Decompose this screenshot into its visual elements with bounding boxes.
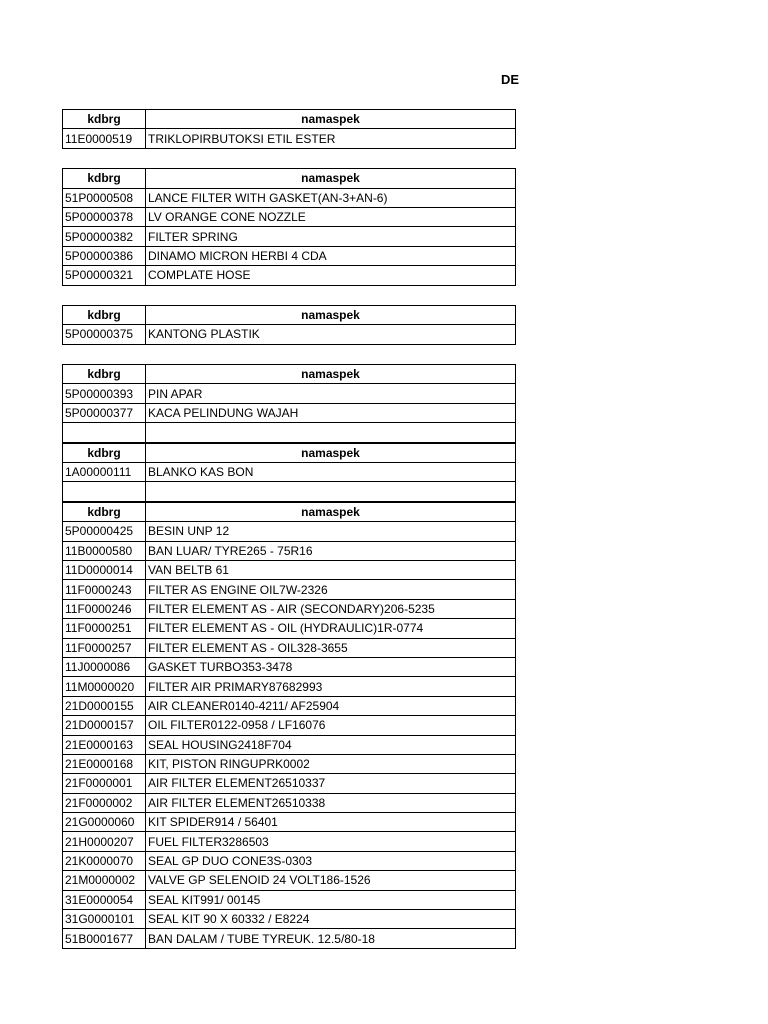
cell-namaspek: BAN DALAM / TUBE TYREUK. 12.5/80-18 (146, 929, 516, 948)
column-header-kdbrg: kdbrg (63, 169, 146, 188)
cell-namaspek: FILTER ELEMENT AS - OIL (HYDRAULIC)1R-0774 (146, 619, 516, 638)
empty-row (63, 482, 516, 501)
cell-namaspek: LANCE FILTER WITH GASKET(AN-3+AN-6) (146, 188, 516, 207)
cell-kdbrg: 21H0000207 (63, 832, 146, 851)
cell-kdbrg: 21K0000070 (63, 851, 146, 870)
cell-namaspek: VALVE GP SELENOID 24 VOLT186-1526 (146, 871, 516, 890)
cell-kdbrg: 51B0001677 (63, 929, 146, 948)
column-header-kdbrg: kdbrg (63, 365, 146, 384)
column-header-namaspek: namaspek (146, 305, 516, 324)
cell-namaspek: TRIKLOPIRBUTOKSI ETIL ESTER (146, 129, 516, 148)
table-row (63, 832, 516, 851)
cell-namaspek: COMPLATE HOSE (146, 266, 516, 285)
header-row (63, 502, 516, 521)
cell-namaspek: VAN BELTB 61 (146, 560, 516, 579)
column-header-namaspek: namaspek (146, 365, 516, 384)
cell-namaspek: BAN LUAR/ TYRE265 - 75R16 (146, 541, 516, 560)
header-row (63, 110, 516, 129)
cell-kdbrg: 21E0000163 (63, 735, 146, 754)
table-row (63, 813, 516, 832)
table-row (63, 657, 516, 676)
spacer (62, 345, 515, 364)
cell-namaspek: SEAL KIT991/ 00145 (146, 890, 516, 909)
column-header-namaspek: namaspek (146, 110, 516, 129)
cell-kdbrg: 31E0000054 (63, 890, 146, 909)
cell-namaspek: GASKET TURBO353-3478 (146, 657, 516, 676)
cell-namaspek: KANTONG PLASTIK (146, 325, 516, 344)
cell-kdbrg: 5P00000386 (63, 246, 146, 265)
header-row (63, 443, 516, 462)
cell-kdbrg: 21E0000168 (63, 754, 146, 773)
table-row (63, 207, 516, 226)
page-title: DE (501, 72, 520, 87)
table-row (63, 638, 516, 657)
table-row (63, 522, 516, 541)
cell-namaspek: AIR FILTER ELEMENT26510338 (146, 793, 516, 812)
spreadsheet-tables (62, 109, 515, 949)
table-row (63, 227, 516, 246)
cell-namaspek: KIT, PISTON RINGUPRK0002 (146, 754, 516, 773)
cell-kdbrg: 21D0000155 (63, 696, 146, 715)
column-header-namaspek: namaspek (146, 443, 516, 462)
spacer (62, 149, 515, 168)
item-table (62, 364, 516, 443)
cell-namaspek: FILTER AIR PRIMARY87682993 (146, 677, 516, 696)
cell-kdbrg: 21M0000002 (63, 871, 146, 890)
cell-namaspek: OIL FILTER0122-0958 / LF16076 (146, 716, 516, 735)
cell-kdbrg: 5P00000375 (63, 325, 146, 344)
item-table (62, 443, 516, 502)
cell-kdbrg: 5P00000378 (63, 207, 146, 226)
table-row (63, 384, 516, 403)
cell-namaspek: FILTER AS ENGINE OIL7W-2326 (146, 580, 516, 599)
cell-kdbrg: 5P00000393 (63, 384, 146, 403)
cell-namaspek: SEAL HOUSING2418F704 (146, 735, 516, 754)
cell-kdbrg: 1A00000111 (63, 463, 146, 482)
column-header-kdbrg: kdbrg (63, 502, 146, 521)
table-row (63, 871, 516, 890)
cell-namaspek: FILTER ELEMENT AS - AIR (SECONDARY)206-5235 (146, 599, 516, 618)
cell-kdbrg: 11J0000086 (63, 657, 146, 676)
cell-kdbrg: 11F0000257 (63, 638, 146, 657)
cell-namaspek: BESIN UNP 12 (146, 522, 516, 541)
column-header-kdbrg: kdbrg (63, 110, 146, 129)
cell-namaspek: FILTER ELEMENT AS - OIL328-3655 (146, 638, 516, 657)
item-table (62, 168, 516, 285)
cell-kdbrg: 21F0000001 (63, 774, 146, 793)
table-row (63, 188, 516, 207)
header-row (63, 169, 516, 188)
cell-kdbrg: 11D0000014 (63, 560, 146, 579)
table-row (63, 560, 516, 579)
cell-namaspek: BLANKO KAS BON (146, 463, 516, 482)
cell-kdbrg: 5P00000377 (63, 403, 146, 422)
column-header-kdbrg: kdbrg (63, 443, 146, 462)
table-row (63, 735, 516, 754)
table-row (63, 129, 516, 148)
cell-namaspek: KACA PELINDUNG WAJAH (146, 403, 516, 422)
table-row (63, 910, 516, 929)
header-row (63, 365, 516, 384)
cell-namaspek: SEAL KIT 90 X 60332 / E8224 (146, 910, 516, 929)
cell-kdbrg: 11F0000251 (63, 619, 146, 638)
cell-namaspek: LV ORANGE CONE NOZZLE (146, 207, 516, 226)
table-row (63, 325, 516, 344)
cell-kdbrg: 21D0000157 (63, 716, 146, 735)
table-row (63, 890, 516, 909)
cell-namaspek: SEAL GP DUO CONE3S-0303 (146, 851, 516, 870)
header-row (63, 305, 516, 324)
table-row (63, 793, 516, 812)
table-row (63, 929, 516, 948)
cell-kdbrg: 11E0000519 (63, 129, 146, 148)
cell-namaspek: AIR CLEANER0140-4211/ AF25904 (146, 696, 516, 715)
table-row (63, 754, 516, 773)
cell-namaspek: KIT SPIDER914 / 56401 (146, 813, 516, 832)
table-row (63, 774, 516, 793)
item-table (62, 502, 516, 949)
cell-kdbrg: 11M0000020 (63, 677, 146, 696)
cell-namaspek: FUEL FILTER3286503 (146, 832, 516, 851)
cell-kdbrg: 5P00000382 (63, 227, 146, 246)
column-header-namaspek: namaspek (146, 502, 516, 521)
table-row (63, 599, 516, 618)
cell-namaspek: FILTER SPRING (146, 227, 516, 246)
column-header-namaspek: namaspek (146, 169, 516, 188)
cell-namaspek: DINAMO MICRON HERBI 4 CDA (146, 246, 516, 265)
cell-kdbrg: 21G0000060 (63, 813, 146, 832)
cell-kdbrg: 11F0000243 (63, 580, 146, 599)
table-row (63, 580, 516, 599)
item-table (62, 109, 516, 149)
cell-kdbrg: 51P0000508 (63, 188, 146, 207)
table-row (63, 463, 516, 482)
cell-namaspek: PIN APAR (146, 384, 516, 403)
table-row (63, 541, 516, 560)
cell-kdbrg: 11F0000246 (63, 599, 146, 618)
table-row (63, 696, 516, 715)
table-row (63, 246, 516, 265)
item-table (62, 305, 516, 345)
column-header-kdbrg: kdbrg (63, 305, 146, 324)
table-row (63, 619, 516, 638)
table-row (63, 403, 516, 422)
table-row (63, 266, 516, 285)
cell-kdbrg: 5P00000425 (63, 522, 146, 541)
empty-row (63, 423, 516, 442)
table-row (63, 716, 516, 735)
cell-kdbrg: 31G0000101 (63, 910, 146, 929)
spacer (62, 286, 515, 305)
table-row (63, 851, 516, 870)
cell-namaspek: AIR FILTER ELEMENT26510337 (146, 774, 516, 793)
table-row (63, 677, 516, 696)
cell-kdbrg: 5P00000321 (63, 266, 146, 285)
cell-kdbrg: 21F0000002 (63, 793, 146, 812)
cell-kdbrg: 11B0000580 (63, 541, 146, 560)
